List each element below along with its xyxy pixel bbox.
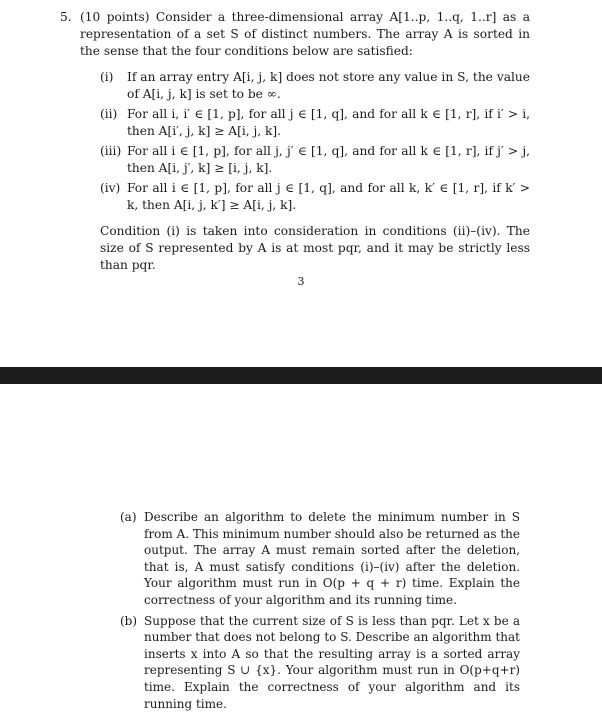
part-b [120,613,520,713]
closing-paragraph: Condition (i) is taken into consideration in conditions (ii)–(iv). The size of S represented by A is at most pqr, and it may be strictly less than pqr. [100,224,530,272]
condition-text: If an array entry A[i, j, k] does not store any value in S, the value of A[i, j, k] is set to be ∞. [127,70,530,101]
condition-text: For all i ∈ [1, p], for all j, j′ ∈ [1, q], and for all k ∈ [1, r], if j′ > j, then A[i, j′, k] ≥ [i, j, k]. [127,144,530,175]
condition-item [100,69,530,103]
part-label: (b) [120,613,138,628]
condition-label: (iv) [100,181,121,195]
part-label: (a) [120,510,137,524]
condition-item [100,106,530,140]
condition-text: For all i, i′ ∈ [1, p], for all j ∈ [1, q], and for all k ∈ [1, r], if i′ > i, then A[i′, j, k] ≥ A[i, j, k]. [127,107,530,138]
condition-text: For all i ∈ [1, p], for all j ∈ [1, q], and for all k, k′ ∈ [1, r], if k′ > k, then A[i, j, k′] ≥ A[i, j, k]. [127,181,530,212]
part-text: Describe an algorithm to delete the minimum number in S from A. This minimum number should also be returned as the output. The array A must remain sorted after the deletion, that is, A must satisfy conditions (i)–(iv) after the deletion. Your algorithm must run in O(p + q + r) time. Explain the correctness of your algorithm and its running time. [144,510,520,607]
condition-label: (i) [100,70,114,84]
problem-5 [60,9,530,274]
condition-label: (ii) [100,107,118,121]
page-divider [0,367,602,384]
problem-number: 5. [60,10,72,24]
condition-item [100,143,530,177]
part-text: Suppose that the current size of S is less than pqr. Let x be a number that does not belong to S. Describe an algorithm that inserts x into A so that the resulting array is a sorted array representing S ∪ {x}. Your algorithm must run in O(p+q+r) time. Explain the correctness of your algorithm and its running time. [144,613,520,711]
condition-label: (iii) [100,144,122,158]
condition-list [100,69,530,214]
page-number: 3 [297,275,305,288]
subparts [120,509,520,716]
part-a [120,509,520,609]
problem-header [60,9,530,60]
condition-item [100,180,530,214]
problem-intro: (10 points) Consider a three-dimensional array A[1..p, 1..q, 1..r] as a representation of a set S of distinct numbers. The array A is sorted in the sense that the four conditions below are satisfied: [80,10,530,58]
